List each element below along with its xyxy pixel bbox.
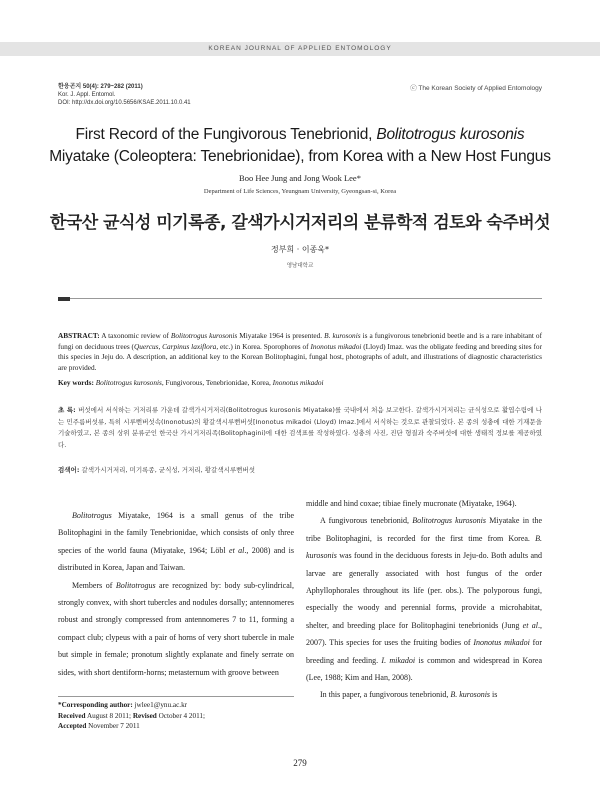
paragraph: [58, 577, 294, 681]
body-column-left: [58, 507, 294, 681]
korean-authors: 정부희 · 이종욱*: [271, 245, 329, 254]
keywords-label: Key words:: [58, 378, 94, 387]
accepted: [58, 721, 294, 732]
keyword-text: , Fungivorous, Tenebrionidae, Korea,: [161, 378, 273, 387]
doi-line: DOI: http://dx.doi.org/10.5656/KSAE.2011.10.0.41: [58, 100, 191, 106]
korean-affiliation: 영남대학교: [286, 263, 314, 269]
paragraph: [306, 686, 542, 703]
abstract-italic: Inonotus mikadoi: [310, 341, 362, 351]
body-text: In this paper, a fungivorous tenebrionid,: [320, 690, 451, 700]
citation-meta: [58, 83, 191, 107]
affiliation: Department of Life Sciences, Yeungnam University, Gyeongsan-si, Korea: [203, 188, 397, 195]
body-text: was found in the deciduous forests in Jeju-do. Both adults and larvae are generally associated with host fungus of the order Aphyllophorales throughout its life (per. obs.). The polyporous fungi, especially the woody and perennial forms, provide a microhabitat, shelter, and breeding place for Bolitophagini tenebrionids (Jung: [306, 551, 542, 630]
keywords: [58, 378, 542, 387]
body-italic: B. kurosonis: [306, 533, 542, 561]
title-line-1b: Bolitotrogus kurosonis: [376, 126, 525, 143]
footnote-date: October 4 2011;: [156, 711, 206, 720]
section-rule: [70, 298, 542, 299]
footnote-rule: [58, 696, 294, 697]
abstract-label: ABSTRACT:: [58, 331, 100, 340]
abstract-text: A taxonomic review of: [99, 331, 171, 340]
footnote-label: *Corresponding author:: [58, 701, 133, 709]
body-italic: Bolitotrogus: [115, 580, 156, 590]
abstract-italic: Carpinus laxiflora: [162, 341, 217, 351]
body-text: middle and hind coxae; tibiae finely mucronate (Miyatake, 1964).: [306, 499, 517, 508]
abstract-text: (Lloyd) Imaz. was the obligate feeding and breeding sites for this species in Jeju do. A description, an additional key to the Korean Bolitophagini, fungal host, photographs of adult, and illustrations of diagnostic characteristics are provided.: [58, 341, 542, 372]
body-italic: et al: [522, 620, 538, 630]
footnote-label: Revised: [132, 711, 157, 720]
title-line-1a: First Record of the Fungivorous Tenebrionid,: [75, 126, 377, 143]
korean-title: 한국산 균식성 미기록종, 갈색가시거저리의 분류학적 검토와 숙주버섯: [49, 213, 551, 233]
body-text: is common and widespread in Korea (Lee, 1988; Kim and Han, 2008).: [306, 655, 543, 683]
abstract-text: Miyatake 1964 is presented.: [237, 331, 325, 340]
body-text: ., 2008) and is distributed in Korea, Japan and Taiwan.: [58, 545, 294, 573]
email-address: jwlee1@ynu.ac.kr: [132, 701, 188, 709]
abstract-text: ,: [158, 341, 163, 351]
korean-keywords-label: 검색어:: [58, 466, 80, 474]
corresponding-author: [58, 700, 294, 711]
authors: Boo Hee Jung and Jong Wook Lee*: [239, 173, 361, 183]
body-italic: et al: [229, 545, 245, 555]
footnote-label: Received: [58, 711, 86, 720]
citation-line-2: Kor. J. Appl. Entomol.: [58, 92, 116, 98]
korean-keywords: [58, 465, 542, 474]
abstract: [58, 331, 542, 373]
body-italic: Inonotus mikadoi: [473, 638, 530, 648]
article-title: [40, 124, 560, 168]
abstract-italic: Quercus: [133, 341, 159, 351]
footnote: [58, 700, 294, 732]
body-text: for breeding and feeding.: [306, 638, 543, 665]
body-text: Miyatake in the tribe Bolitophagini, is recorded for the first time from Korea.: [306, 516, 542, 543]
abstract-italic: Bolitotrogus kurosonis: [170, 331, 238, 340]
korean-abstract-label: 초 록:: [58, 406, 76, 414]
body-text: ., 2007). This species for uses the fruiting bodies of: [306, 620, 542, 648]
body-text: Miyatake, 1964 is a small genus of the tribe Bolitophagini in the family Tenebrionidae, which consists of only three species of the world fauna (Miyatake, 1964; Löbl: [58, 511, 294, 555]
section-rule-accent: [58, 297, 70, 301]
footnote-label: Accepted: [58, 722, 87, 730]
body-text: is: [490, 690, 498, 700]
body-text: A fungivorous tenebrionid,: [320, 516, 413, 526]
body-italic: B. kurosonis: [450, 690, 491, 700]
body-text: Members of: [72, 580, 116, 590]
abstract-text: is a fungivorous tenebrionid beetle and is a rare inhabitant of fungi on deciduous trees (: [58, 331, 542, 351]
paragraph: [58, 507, 294, 577]
body-italic: Bolitotrogus kurosonis: [412, 516, 487, 526]
abstract-italic: B. kurosonis: [324, 331, 361, 340]
abstract-text: , etc.) in Korea. Sporophores of: [216, 341, 311, 351]
body-italic: Bolitotrogus: [72, 511, 112, 520]
received-revised: [58, 711, 294, 722]
page-number: 279: [293, 758, 307, 768]
paragraph: [306, 512, 542, 686]
journal-banner: KOREAN JOURNAL OF APPLIED ENTOMOLOGY: [0, 42, 600, 56]
paragraph: [306, 495, 542, 512]
body-italic: I. mikadoi: [381, 655, 416, 665]
korean-keywords-text: 갈색가시거저리, 미기록종, 균식성, 거저리, 황갈색시루뻔버섯: [79, 466, 256, 474]
footnote-date: August 8 2011;: [85, 711, 133, 720]
korean-abstract-text: 버섯에서 서식하는 거저리류 가운데 갈색가시거저리(Bolitotrogus kurosonis Miyatake)를 국내에서 처음 보고한다. 갈색가시거저리는 균식성으로 활엽수림에 나는 민주름버섯류, 특히 시루뻔버섯속(Inonotus)의 황갈색시루뻔버섯[Inonotus mikadoi (Lloyd) Imaz.]에서 서식하는 것으로 관찰되었다. 본 종의 성충에 대한 기재문을 기술하였고, 본 종의 상위 분류군인 한국산 가시거저리족(Bolitophagini)에 대한 검색표를 작성하였다. 성충의 사진, 진단 형질과 숙주버섯에 대한 생태적 정보를 제공하였다.: [58, 406, 542, 449]
citation-line-1: 한응곤지 50(4): 279~282 (2011): [58, 84, 143, 90]
body-column-right: [306, 495, 542, 704]
footnote-date: November 7 2011: [86, 722, 140, 730]
keyword-italic: Inonotus mikadoi: [272, 378, 324, 387]
title-line-2: Miyatake (Coleoptera: Tenebrionidae), from Korea with a New Host Fungus: [49, 148, 551, 165]
body-text: are recognized by: body sub-cylindrical, strongly convex, with short tubercles and nodules dorsally; antennomeres robust and strongly compressed from antennomeres 7 to 11, forming a compact club; clypeus with a pair of horns of very short tubercle in male but simple in female; pronotum slightly explanate and finely serrate on sides, with short dentiform-horns; metasternum with groove between: [58, 580, 295, 677]
korean-abstract: [58, 405, 542, 451]
copyright-notice: ⓒ The Korean Society of Applied Entomology: [410, 85, 542, 92]
keyword-italic: Bolitotrogus kurosonis: [93, 378, 162, 387]
